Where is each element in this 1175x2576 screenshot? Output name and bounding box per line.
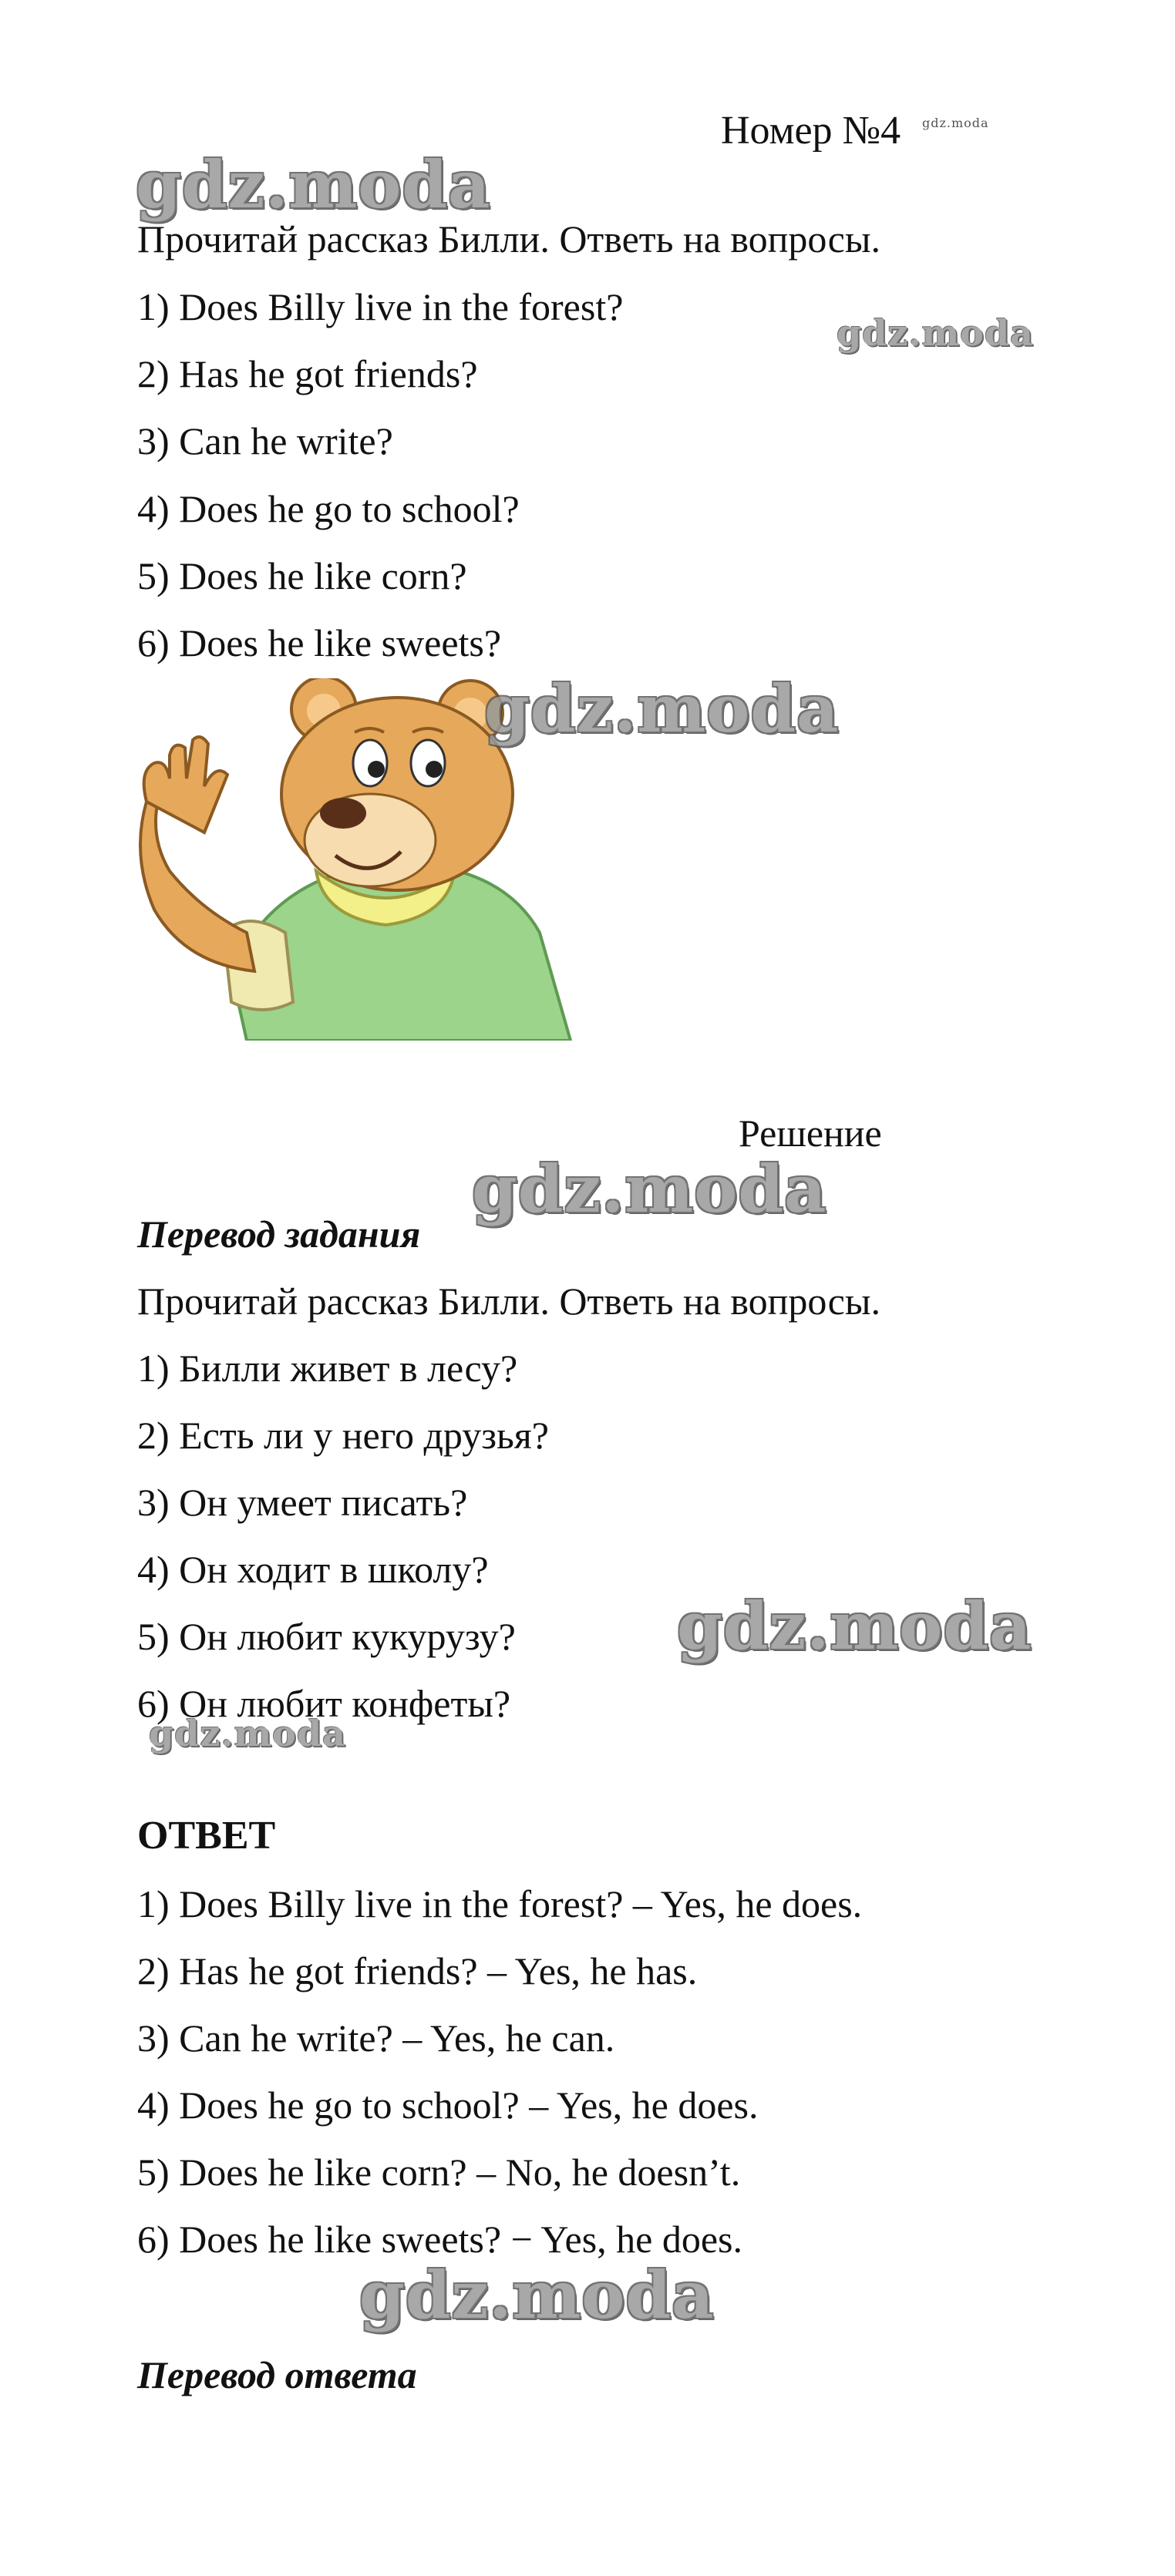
translation-instruction: Прочитай рассказ Билли. Ответь на вопросы.: [137, 1280, 880, 1323]
watermark: gdz.moda: [149, 1713, 346, 1754]
task-instruction: Прочитай рассказ Билли. Ответь на вопросы.: [137, 217, 880, 261]
answer-translation-heading: Перевод ответа: [137, 2353, 417, 2396]
question-5: 5) Does he like corn?: [137, 554, 467, 597]
watermark: gdz.moda: [484, 671, 840, 747]
watermark: gdz.moda: [359, 2257, 715, 2333]
task-number-mark: gdz.moda: [922, 116, 989, 130]
answer-2: 2) Has he got friends? – Yes, he has.: [137, 1949, 698, 1993]
translation-line-1: 1) Билли живет в лесу?: [137, 1347, 518, 1390]
answer-5: 5) Does he like corn? – No, he doesn’t.: [137, 2151, 741, 2194]
answer-1: 1) Does Billy live in the forest? – Yes, he does.: [137, 1882, 863, 1925]
watermark: gdz.moda: [472, 1151, 827, 1227]
answer-heading: ОТВЕТ: [137, 1814, 276, 1858]
translation-line-3: 3) Он умеет писать?: [137, 1481, 468, 1524]
task-number: Номер №4: [721, 109, 901, 153]
question-4: 4) Does he go to school?: [137, 487, 520, 530]
question-1: 1) Does Billy live in the forest?: [137, 285, 624, 328]
translation-line-4: 4) Он ходит в школу?: [137, 1548, 489, 1591]
answer-6: 6) Does he like sweets? − Yes, he does.: [137, 2218, 743, 2261]
translation-line-6: 6) Он любит конфеты?: [137, 1682, 511, 1725]
solution-title: Решение: [739, 1111, 882, 1155]
translation-line-5: 5) Он любит кукурузу?: [137, 1615, 516, 1658]
answer-3: 3) Can he write? – Yes, he can.: [137, 2016, 615, 2060]
translation-line-2: 2) Есть ли у него друзья?: [137, 1414, 549, 1457]
question-2: 2) Has he got friends?: [137, 352, 478, 395]
answer-4: 4) Does he go to school? – Yes, he does.: [137, 2083, 759, 2127]
watermark: gdz.moda: [677, 1588, 1032, 1664]
watermark: gdz.moda: [837, 312, 1034, 354]
translation-heading: Перевод задания: [137, 1212, 421, 1256]
watermark: gdz.moda: [136, 146, 491, 223]
question-6: 6) Does he like sweets?: [137, 621, 502, 664]
question-3: 3) Can he write?: [137, 419, 393, 462]
